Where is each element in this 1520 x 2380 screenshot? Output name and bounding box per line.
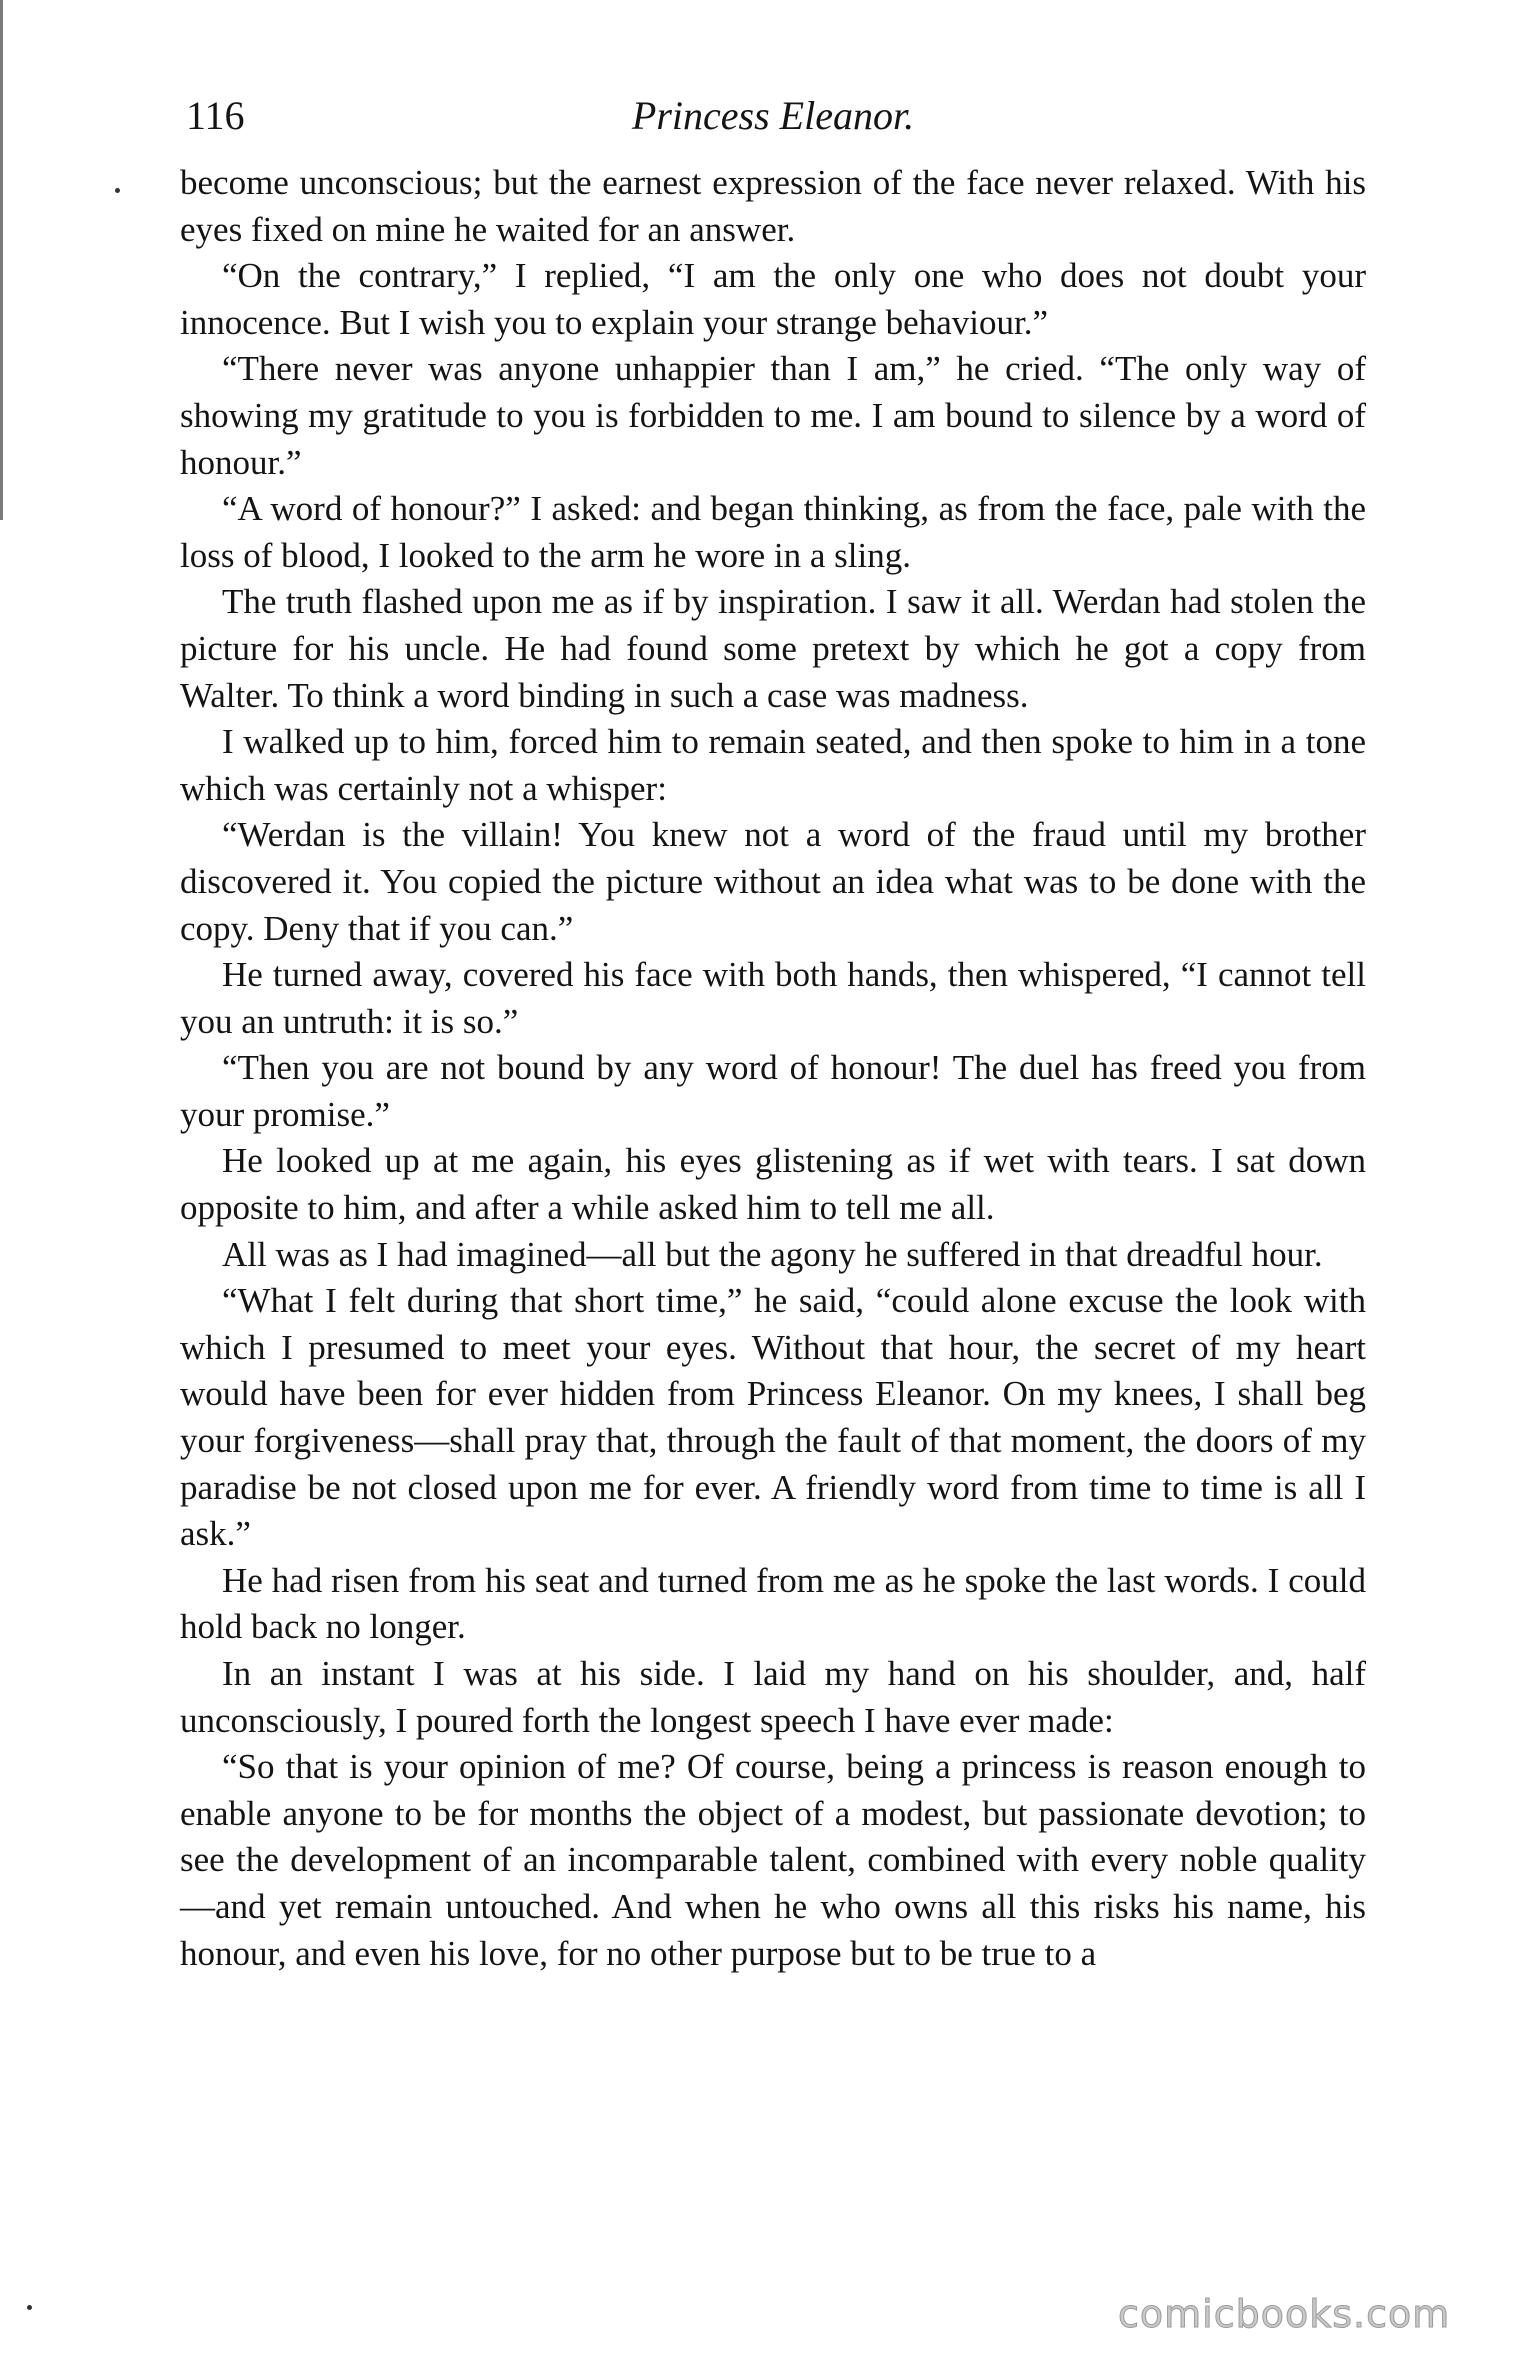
- paragraph: He turned away, covered his face with both hands, then whispered, “I cannot tell you an untruth: it is so.”: [180, 955, 1366, 1041]
- page-number: 116: [186, 93, 245, 138]
- body-text: [180, 160, 1366, 1977]
- paragraph: All was as I had imagined—all but the agony he suffered in that dreadful hour.: [222, 1234, 1323, 1274]
- margin-dot: [27, 2305, 32, 2310]
- paragraph: “A word of honour?” I asked: and began thinking, as from the face, pale with the loss of blood, I looked to the arm he wore in a sling.: [180, 489, 1366, 575]
- paragraph: I walked up to him, forced him to remain seated, and then spoke to him in a tone which was certainly not a whisper:: [180, 722, 1366, 808]
- paragraph: In an instant I was at his side. I laid my hand on his shoulder, and, half unconsciously, I poured forth the longest speech I have ever made:: [180, 1654, 1366, 1740]
- paragraph: “There never was anyone unhappier than I am,” he cried. “The only way of showing my gratitude to you is forbidden to me. I am bound to silence by a word of honour.”: [180, 349, 1366, 482]
- paragraph: The truth flashed upon me as if by inspiration. I saw it all. Werdan had stolen the picture for his uncle. He had found some pretext by which he got a copy from Walter. To think a word binding in such a case was madness.: [180, 582, 1366, 715]
- paragraph: He looked up at me again, his eyes glistening as if wet with tears. I sat down opposite to him, and after a while asked him to tell me all.: [180, 1141, 1366, 1228]
- margin-dot: [115, 188, 120, 193]
- page-edge-rule: [0, 0, 3, 520]
- paragraph: “What I felt during that short time,” he said, “could alone excuse the look with which I presumed to meet your eyes. Without that hour, the secret of my heart would have been for ever hidden from Princess Eleanor. On my knees, I shall beg your forgiveness—shall pray that, through the fault of that moment, the doors of my paradise be not closed upon me for ever. A friendly word from time to time is all I ask.”: [180, 1281, 1366, 1554]
- paragraph: “Then you are not bound by any word of honour! The duel has freed you from your promise.”: [180, 1048, 1366, 1134]
- page-header: [180, 88, 1366, 144]
- paragraph: become unconscious; but the earnest expression of the face never relaxed. With his eyes fixed on mine he waited for an answer.: [180, 163, 1366, 249]
- paragraph: “Werdan is the villain! You knew not a word of the fraud until my brother discovered it. You copied the picture without an idea what was to be done with the copy. Deny that if you can.”: [180, 815, 1366, 948]
- paragraph: “On the contrary,” I replied, “I am the only one who does not doubt your innocence. But I wish you to explain your strange behaviour.”: [180, 256, 1366, 342]
- paragraph: He had risen from his seat and turned from me as he spoke the last words. I could hold back no longer.: [180, 1560, 1366, 1647]
- running-title: Princess Eleanor.: [631, 93, 915, 138]
- paragraph: “So that is your opinion of me? Of course, being a princess is reason enough to enable anyone to be for months the object of a modest, but passionate devotion; to see the development of an incomparable talent, combined with every noble quality—and yet remain untouched. And when he who owns all this risks his name, his honour, and even his love, for no other purpose but to be true to a: [180, 1747, 1366, 1973]
- watermark: comicbooks.com: [1118, 2292, 1451, 2336]
